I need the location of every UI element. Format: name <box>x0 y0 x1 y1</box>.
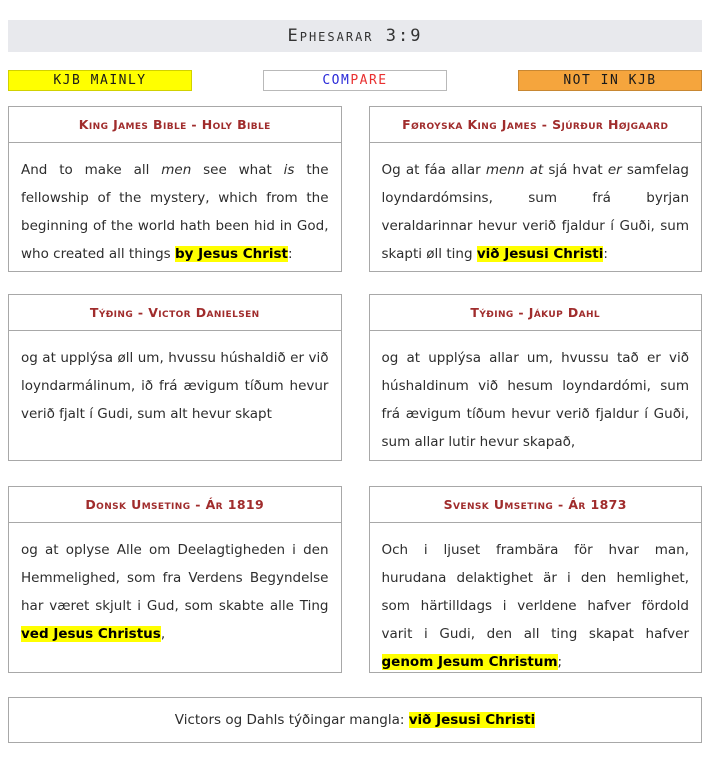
card-row-3 <box>8 486 702 673</box>
verse-card-kjb-text <box>9 143 341 268</box>
missing-phrase-text <box>175 712 535 728</box>
highlighted-phrase: við Jesusi Christi <box>408 712 536 728</box>
verse-text-segment: ; <box>557 654 563 670</box>
highlighted-phrase: genom Jesum Christum <box>381 654 558 670</box>
verse-text-segment: Og at fáa allar <box>381 162 486 178</box>
verse-text-segment: : <box>288 246 293 262</box>
verse-text-segment: , <box>160 626 166 642</box>
card-row-2 <box>8 294 702 461</box>
kjb-mainly-button[interactable]: KJB MAINLY <box>8 70 192 91</box>
verse-card-title: Donsk Umseting - Ár 1819 <box>85 497 265 512</box>
verse-text-segment: er <box>607 162 622 178</box>
highlighted-phrase: við Jesusi Christi <box>476 246 604 262</box>
verse-text-segment: menn at <box>485 162 544 178</box>
verse-card-dahl-header <box>370 295 702 331</box>
compare-label-right: PARE <box>350 73 388 88</box>
page-title: Ephesarar 3:9 <box>287 26 423 46</box>
verse-card-danielsen-header <box>9 295 341 331</box>
verse-card-foroyska <box>369 106 703 272</box>
verse-text-segment: : <box>603 246 608 262</box>
verse-title-bar <box>8 20 702 52</box>
verse-card-kjb-header <box>9 107 341 143</box>
verse-card-foroyska-header <box>370 107 702 143</box>
verse-card-title: Føroyska King James - Sjúrður Højgaard <box>402 117 669 132</box>
verse-text-segment: og at upplýsa øll um, hvussu húshaldið er við loyndarmálinum, ið frá ævigum tíðum hevur verið fjalt í Gudi, sum alt hevur skapt <box>21 350 329 422</box>
nav-row <box>8 70 702 91</box>
verse-card-donsk-header <box>9 487 341 523</box>
verse-card-title: Svensk Umseting - Ár 1873 <box>443 497 627 512</box>
verse-card-title: Týðing - Jákup Dahl <box>470 305 601 320</box>
verse-card-donsk-text <box>9 523 341 648</box>
verse-card-foroyska-text <box>370 143 702 268</box>
missing-phrase-note <box>8 697 702 743</box>
verse-text-segment: is <box>283 162 295 178</box>
card-row-1 <box>8 106 702 272</box>
verse-card-title: Týðing - Victor Danielsen <box>89 305 260 320</box>
verse-card-danielsen <box>8 294 342 461</box>
verse-card-title: King James Bible - Holy Bible <box>78 117 271 132</box>
verse-text-segment: And to make all <box>21 162 162 178</box>
verse-card-donsk <box>8 486 342 673</box>
verse-card-danielsen-text <box>9 331 341 428</box>
highlighted-phrase: ved Jesus Christus <box>21 626 161 642</box>
verse-card-kjb <box>8 106 342 272</box>
verse-text-segment: see what <box>191 162 284 178</box>
verse-text-segment: men <box>161 162 192 178</box>
verse-text-segment: samfelag loyndardómsins, sum frá byrjan veraldarinnar hevur verið fjaldur í Guði, sum skapti øll ting <box>381 162 689 262</box>
compare-button[interactable] <box>263 70 447 91</box>
verse-card-svensk-text <box>370 523 702 676</box>
not-in-kjb-button[interactable]: NOT IN KJB <box>518 70 702 91</box>
page <box>0 20 710 743</box>
compare-label-left: COM <box>322 73 351 88</box>
verse-text-segment: Och i ljuset frambära för hvar man, hurudana delaktighet är i den hemlighet, som härtilldags i verldene hafver fördold varit i Gudi, den all ting skapat hafver <box>381 542 689 642</box>
verse-text-segment: og at upplýsa allar um, hvussu tað er við húshaldinum við hesum loyndardómi, sum frá ævigum tíðum hevur verið fjaldur í Guði, sum allar lutir hevur skapað, <box>381 350 689 450</box>
verse-text-segment: sjá hvat <box>543 162 608 178</box>
verse-text-segment: Victors og Dahls týðingar mangla: <box>174 712 409 728</box>
verse-text-segment: the fellowship of the mystery, which from the beginning of the world hath been hid in God, who created all things <box>21 162 329 262</box>
verse-card-svensk <box>369 486 703 673</box>
verse-text-segment: og at oplyse Alle om Deelagtigheden i den Hemmelighed, som fra Verdens Begyndelse har været skjult i Gud, som skabte alle Ting <box>21 542 329 614</box>
verse-card-dahl <box>369 294 703 461</box>
verse-card-dahl-text <box>370 331 702 456</box>
verse-card-svensk-header <box>370 487 702 523</box>
highlighted-phrase: by Jesus Christ <box>174 246 289 262</box>
